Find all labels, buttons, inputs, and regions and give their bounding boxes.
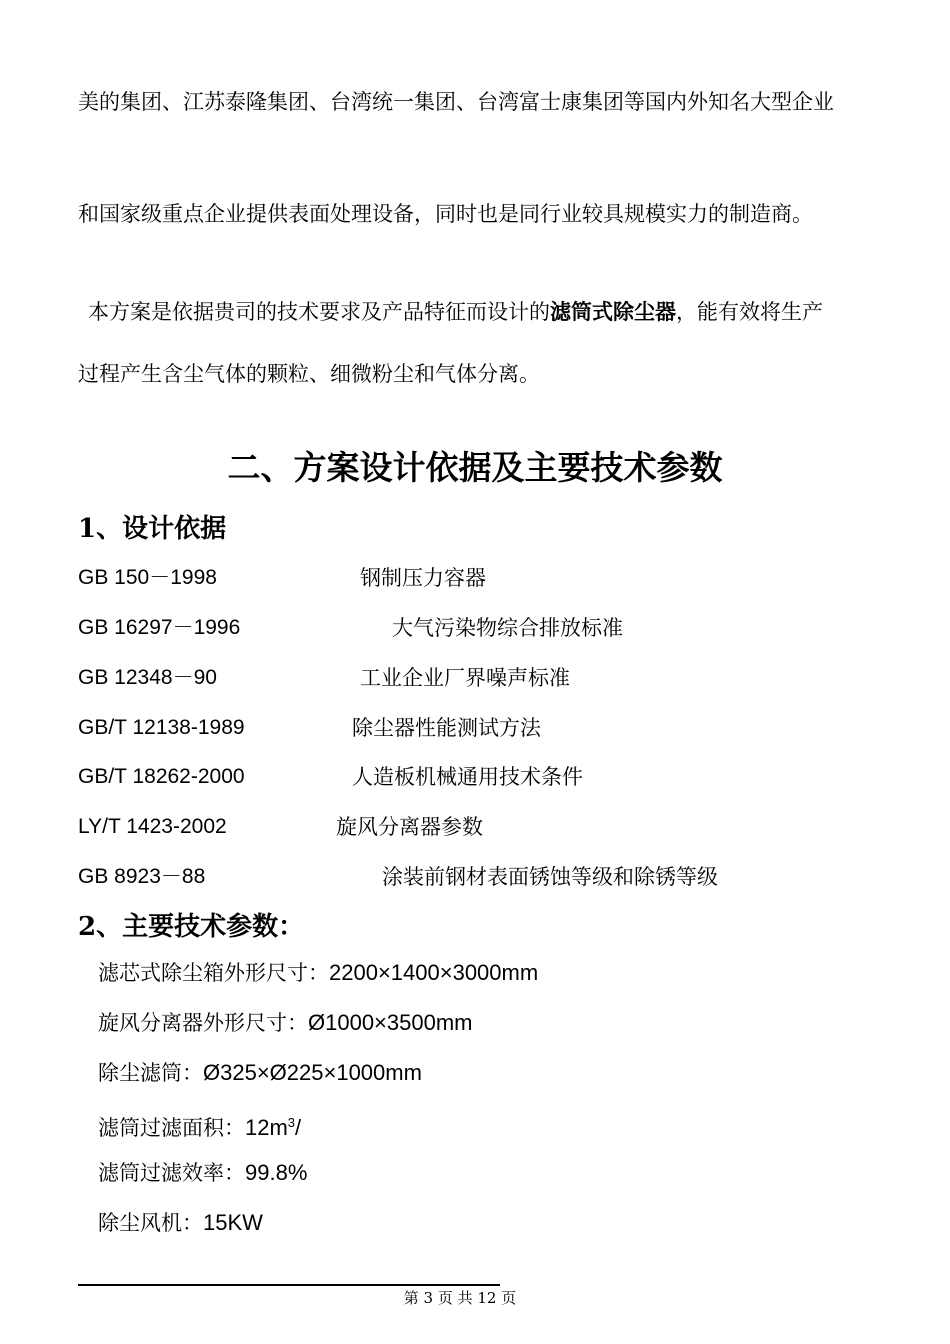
- param-value: Ø325×Ø225×1000mm: [203, 1060, 422, 1085]
- param-item: [98, 1159, 307, 1187]
- param-label: 滤芯式除尘箱外形尺寸：: [98, 961, 329, 985]
- param-label: 滤筒过滤效率：: [98, 1161, 245, 1185]
- param-value: 2200×1400×3000mm: [329, 960, 539, 985]
- standard-code: GB 16297－1996: [78, 616, 241, 639]
- standard-title: 钢制压力容器: [360, 566, 486, 590]
- intro-paragraph-line-2: 和国家级重点企业提供表面处理设备，同时也是同行业较具规模实力的制造商。: [78, 202, 813, 226]
- standard-title: 旋风分离器参数: [336, 815, 483, 839]
- intro-paragraph-line-1: 美的集团、江苏泰隆集团、台湾统一集团、台湾富士康集团等国内外知名大型企业: [78, 90, 834, 114]
- param-value: 12m: [245, 1115, 288, 1140]
- scope-text-pre: 本方案是依据贵司的技术要求及产品特征而设计的: [88, 300, 550, 324]
- param-item: [98, 1009, 473, 1037]
- param-item: [98, 959, 538, 987]
- product-name-bold: 滤筒式除尘器: [550, 299, 676, 324]
- standard-title: 大气污染物综合排放标准: [392, 616, 623, 640]
- page-number: 第 3 页 共 12 页: [403, 1289, 517, 1307]
- param-item: [98, 1209, 263, 1237]
- param-item: [98, 1109, 301, 1142]
- standard-title: 除尘器性能测试方法: [352, 716, 541, 740]
- param-value: 99.8%: [245, 1160, 308, 1185]
- param-label: 旋风分离器外形尺寸：: [98, 1011, 308, 1035]
- param-label: 除尘风机：: [98, 1211, 203, 1235]
- standard-code: GB/T 12138-1989: [78, 716, 245, 739]
- tech-params-heading: 2、主要技术参数：: [78, 912, 305, 942]
- design-basis-heading: 1、设计依据: [78, 514, 227, 544]
- section-title: 二、方案设计依据及主要技术参数: [227, 448, 723, 487]
- standard-code: LY/T 1423-2002: [78, 815, 227, 838]
- standard-title: 涂装前钢材表面锈蚀等级和除锈等级: [382, 865, 718, 889]
- scope-paragraph-line-1: [88, 298, 823, 326]
- standard-code: GB 12348－90: [78, 666, 217, 689]
- footer-divider: [78, 1284, 500, 1286]
- param-superscript: 3: [287, 1115, 296, 1130]
- param-suffix: /: [295, 1115, 302, 1140]
- standard-code: GB 8923－88: [78, 865, 206, 888]
- standard-code: GB/T 18262-2000: [78, 765, 245, 788]
- param-value: 15KW: [203, 1210, 263, 1235]
- param-value: Ø1000×3500mm: [308, 1010, 473, 1035]
- standard-title: 工业企业厂界噪声标准: [360, 666, 570, 690]
- param-label: 滤筒过滤面积：: [98, 1116, 245, 1140]
- scope-text-post: ，能有效将生产: [676, 300, 823, 324]
- param-item: [98, 1059, 422, 1087]
- scope-paragraph-line-2: 过程产生含尘气体的颗粒、细微粉尘和气体分离。: [78, 362, 540, 386]
- standard-title: 人造板机械通用技术条件: [352, 765, 583, 789]
- standard-code: GB 150－1998: [78, 566, 217, 589]
- param-label: 除尘滤筒：: [98, 1061, 203, 1085]
